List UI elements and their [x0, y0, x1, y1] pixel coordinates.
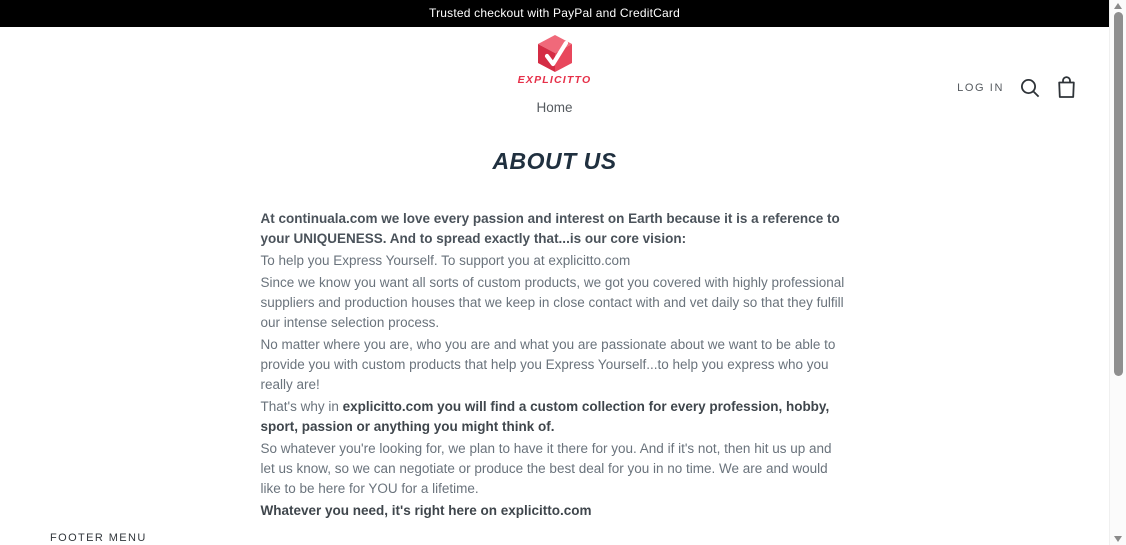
header — [0, 33, 1109, 94]
announcement-banner — [0, 0, 1109, 27]
paragraph-whatever-looking: So whatever you're looking for, we plan to have it there for you. And if it's not, then hit us up and let us know, so we can negotiate or produce the best deal for you in no time. We are and would like to be here for YOU for a lifetime. — [260, 441, 832, 496]
logo-text: EXPLICITTO — [517, 74, 592, 86]
page-title: ABOUT US — [492, 148, 617, 174]
scrollbar-up-arrow-icon[interactable] — [1114, 3, 1122, 9]
scrollbar-thumb[interactable] — [1114, 12, 1123, 376]
paragraph-collection-bold: explicitto.com you will find a custom collection for every profession, hobby, sport, passion or anything you might think of. — [260, 399, 830, 434]
logo[interactable] — [495, 33, 615, 86]
cart-bag-icon[interactable] — [1056, 75, 1077, 100]
search-icon[interactable] — [1019, 77, 1041, 99]
logo-cube-icon — [495, 33, 615, 73]
about-text-block — [261, 209, 849, 521]
paragraph-no-matter: No matter where you are, who you are and what you are passionate about we want to be able to provide you with custom products that help you Express Yourself...to help you express who you really are! — [260, 337, 836, 392]
main-nav — [0, 99, 1109, 117]
paragraph-suppliers: Since we know you want all sorts of custom products, we got you covered with highly professional suppliers and production houses that we keep in close contact with and vet daily so that they fulfill our intense selection process. — [260, 275, 845, 330]
paragraph-collection-prefix: That's why in — [260, 399, 343, 414]
paragraph-whatever-need: Whatever you need, it's right here on explicitto.com — [260, 503, 592, 518]
header-actions — [957, 75, 1077, 100]
footer-menu-label: FOOTER MENU — [50, 532, 147, 544]
main-content — [0, 148, 1109, 521]
nav-item-home[interactable]: Home — [536, 100, 573, 115]
paragraph-vision: At continuala.com we love every passion and interest on Earth because it is a reference to your UNIQUENESS. And to spread exactly that...is our core vision: — [260, 211, 840, 246]
footer — [50, 532, 147, 544]
paragraph-collection — [261, 397, 849, 437]
scrollbar-down-arrow-icon[interactable] — [1114, 536, 1122, 542]
paragraph-support: To help you Express Yourself. To support you at explicitto.com — [260, 253, 631, 268]
announcement-text: Trusted checkout with PayPal and CreditCard — [429, 6, 680, 20]
login-link[interactable]: LOG IN — [957, 81, 1004, 94]
scrollbar[interactable] — [1109, 0, 1126, 545]
